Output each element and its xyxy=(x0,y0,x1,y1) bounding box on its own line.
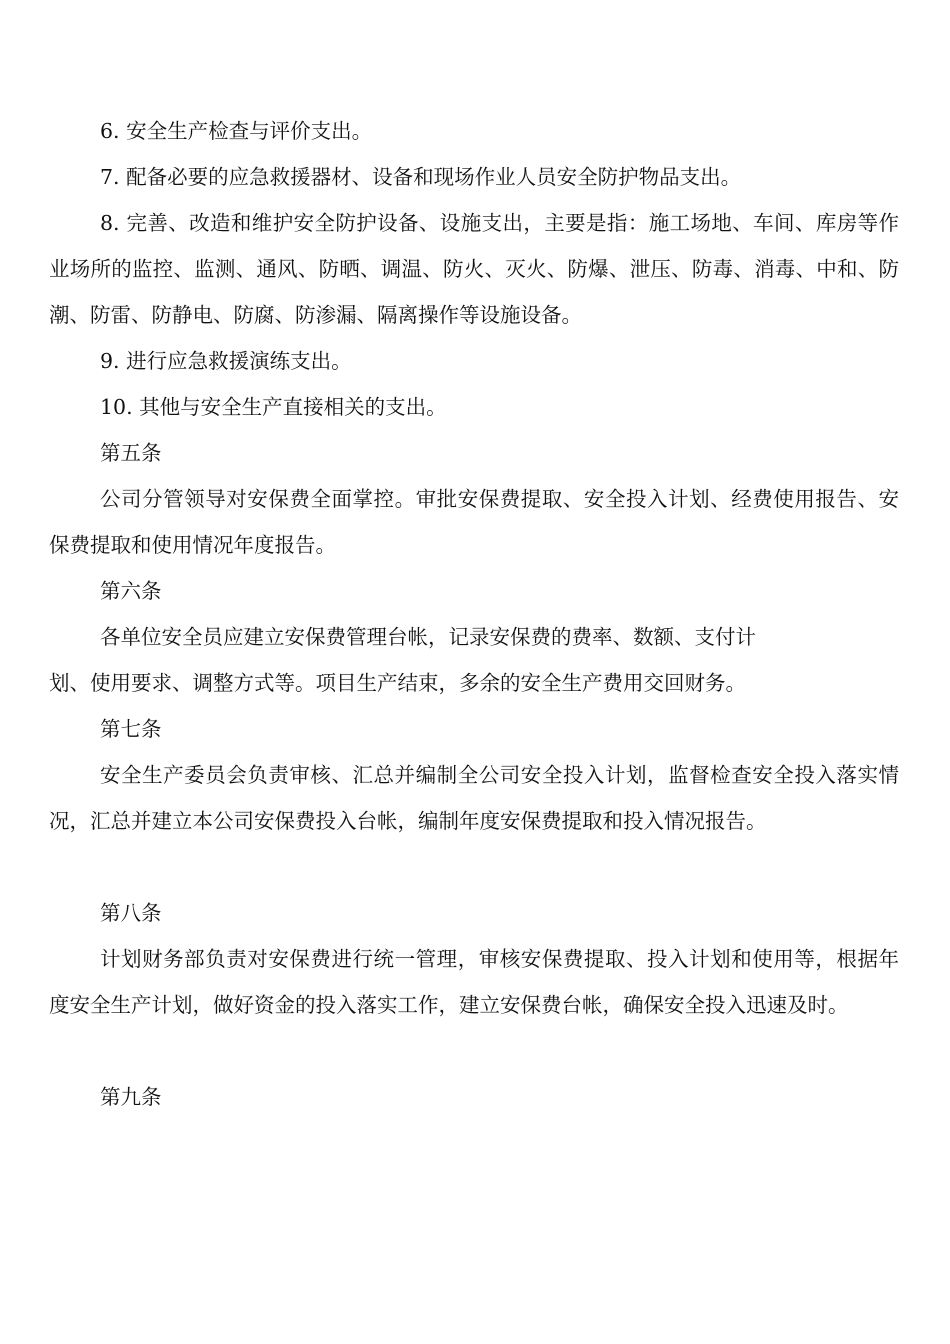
article-heading-7: 第七条 xyxy=(100,717,162,741)
paragraph-item-10: 10. 其他与安全生产直接相关的支出。 xyxy=(100,395,447,419)
article-body-6-line-1: 各单位安全员应建立安保费管理台帐，记录安保费的费率、数额、支付计 xyxy=(100,625,756,649)
article-body-7: 安全生产委员会负责审核、汇总并编制全公司安全投入计划，监督检查安全投入落实情况，汇总并建立本公司安保费投入台帐，编制年度安保费提取和投入情况报告。 xyxy=(49,763,899,833)
article-heading-6: 第六条 xyxy=(100,579,162,603)
article-heading-9: 第九条 xyxy=(100,1085,162,1109)
article-heading-8: 第八条 xyxy=(100,901,162,925)
paragraph-item-9: 9. 进行应急救援演练支出。 xyxy=(100,349,352,373)
article-heading-5: 第五条 xyxy=(100,441,162,465)
article-body-6-line-2: 划、使用要求、调整方式等。项目生产结束，多余的安全生产费用交回财务。 xyxy=(49,671,746,695)
article-body-8: 计划财务部负责对安保费进行统一管理，审核安保费提取、投入计划和使用等，根据年度安全生产计划，做好资金的投入落实工作，建立安保费台帐，确保安全投入迅速及时。 xyxy=(49,947,899,1017)
article-body-5: 公司分管领导对安保费全面掌控。审批安保费提取、安全投入计划、经费使用报告、安保费提取和使用情况年度报告。 xyxy=(49,487,899,557)
paragraph-item-7: 7. 配备必要的应急救援器材、设备和现场作业人员安全防护物品支出。 xyxy=(100,165,742,189)
paragraph-item-6: 6. 安全生产检查与评价支出。 xyxy=(100,119,373,143)
paragraph-item-8: 8. 完善、改造和维护安全防护设备、设施支出，主要是指：施工场地、车间、库房等作业场所的监控、监测、通风、防晒、调温、防火、灭火、防爆、泄压、防毒、消毒、中和、防潮、防雷、防静电、防腐、防渗漏、隔离操作等设施设备。 xyxy=(49,211,899,327)
